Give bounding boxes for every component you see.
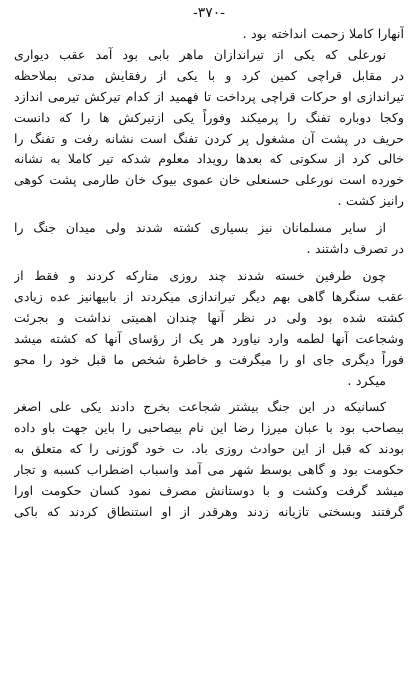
text-line: بودند که قبل از این حوادث روزی باد. ت خود گوزنی را که متعلق به	[14, 441, 404, 457]
text-line: بیصاحب بود با عبان میرزا رضا این نام بیصاحبی را باین جهت باو داده	[14, 420, 404, 436]
text-line: میشد گرفت وکشت و با دوستانش مصرف نمود کسان حکومت اورا	[14, 483, 404, 499]
text-line: در مقابل قراچی کمین کرد و با یکی از رفقایش مدتی بملاحظه	[14, 67, 404, 83]
text-line: حریف در پشت آن مشغول پر کردن تفنگ است نشانه رفت و تفنگ را	[14, 130, 404, 146]
text-line: تیراندازی او حرکات قراچی پرداخت تا فهمید از کدام تیرکش تیرمی اندازد	[14, 88, 404, 104]
text-line: میکرد .	[347, 372, 386, 388]
paragraph-4	[14, 397, 404, 522]
text-line: گرفتند وبسختی تازیانه زدند وهرقدر از او استنطاق کردند که باکی	[14, 503, 404, 519]
paragraph-1	[14, 24, 404, 212]
text-line: چون طرفین خسته شدند چند روزی متارکه کردند و فقط از	[14, 267, 386, 283]
text-line: رانیز کشت .	[337, 193, 404, 209]
text-line: فوراً دیگری جای او را میگرفت و خاطرهٔ شخص ما قبل خود را محو	[14, 351, 404, 367]
text-line: وکجا دوباره تفنگ را پرمیکند وفوراً یکی ازتیرکش ها را که دانست	[14, 109, 404, 125]
paragraph-3	[14, 266, 404, 391]
text-line: کسانیکه در این جنگ بیشتر شجاعت بخرج دادند یکی علی اصغر	[14, 399, 386, 415]
text-line: از سایر مسلمانان نیز بسیاری کشته شدند ولی میدان جنگ را	[14, 220, 386, 236]
text-line: عقب سنگرها گاهی بهم دیگر تیراندازی میکردند از بابیهانیز عده زیادی	[14, 288, 404, 304]
page-number: -۳۷۰-	[192, 5, 226, 21]
text-line: خورده است نورعلی حسنعلی خان عموی بیوک خان طارمی پشت کوهی	[14, 172, 404, 188]
text-line: کشته شده بود ولی در نظر آنها چندان اهمیتی نداشت و بجرئت	[14, 309, 404, 325]
text-line: وشجاعت آنها لطمه وارد نیاورد هر یک از رؤسای آنها که کشته میشد	[14, 330, 404, 346]
book-page	[14, 4, 404, 696]
text-line: در تصرف داشتند .	[306, 241, 404, 257]
paragraph-2	[14, 218, 404, 260]
text-line: حکومت بود و گاهی بوسط شهر می آمد واسباب اضطراب کسبه و تجار	[14, 462, 404, 478]
text-line: خالی کرد از سکوتی که بعدها رویداد معلوم شدکه تیر کاملا به نشانه	[14, 151, 404, 167]
text-line: آنهارا کاملا زحمت انداخته بود .	[242, 26, 404, 41]
text-line: نورعلی که یکی از تیراندازان ماهر بابی بود آمد عقب دیواری	[14, 46, 386, 62]
